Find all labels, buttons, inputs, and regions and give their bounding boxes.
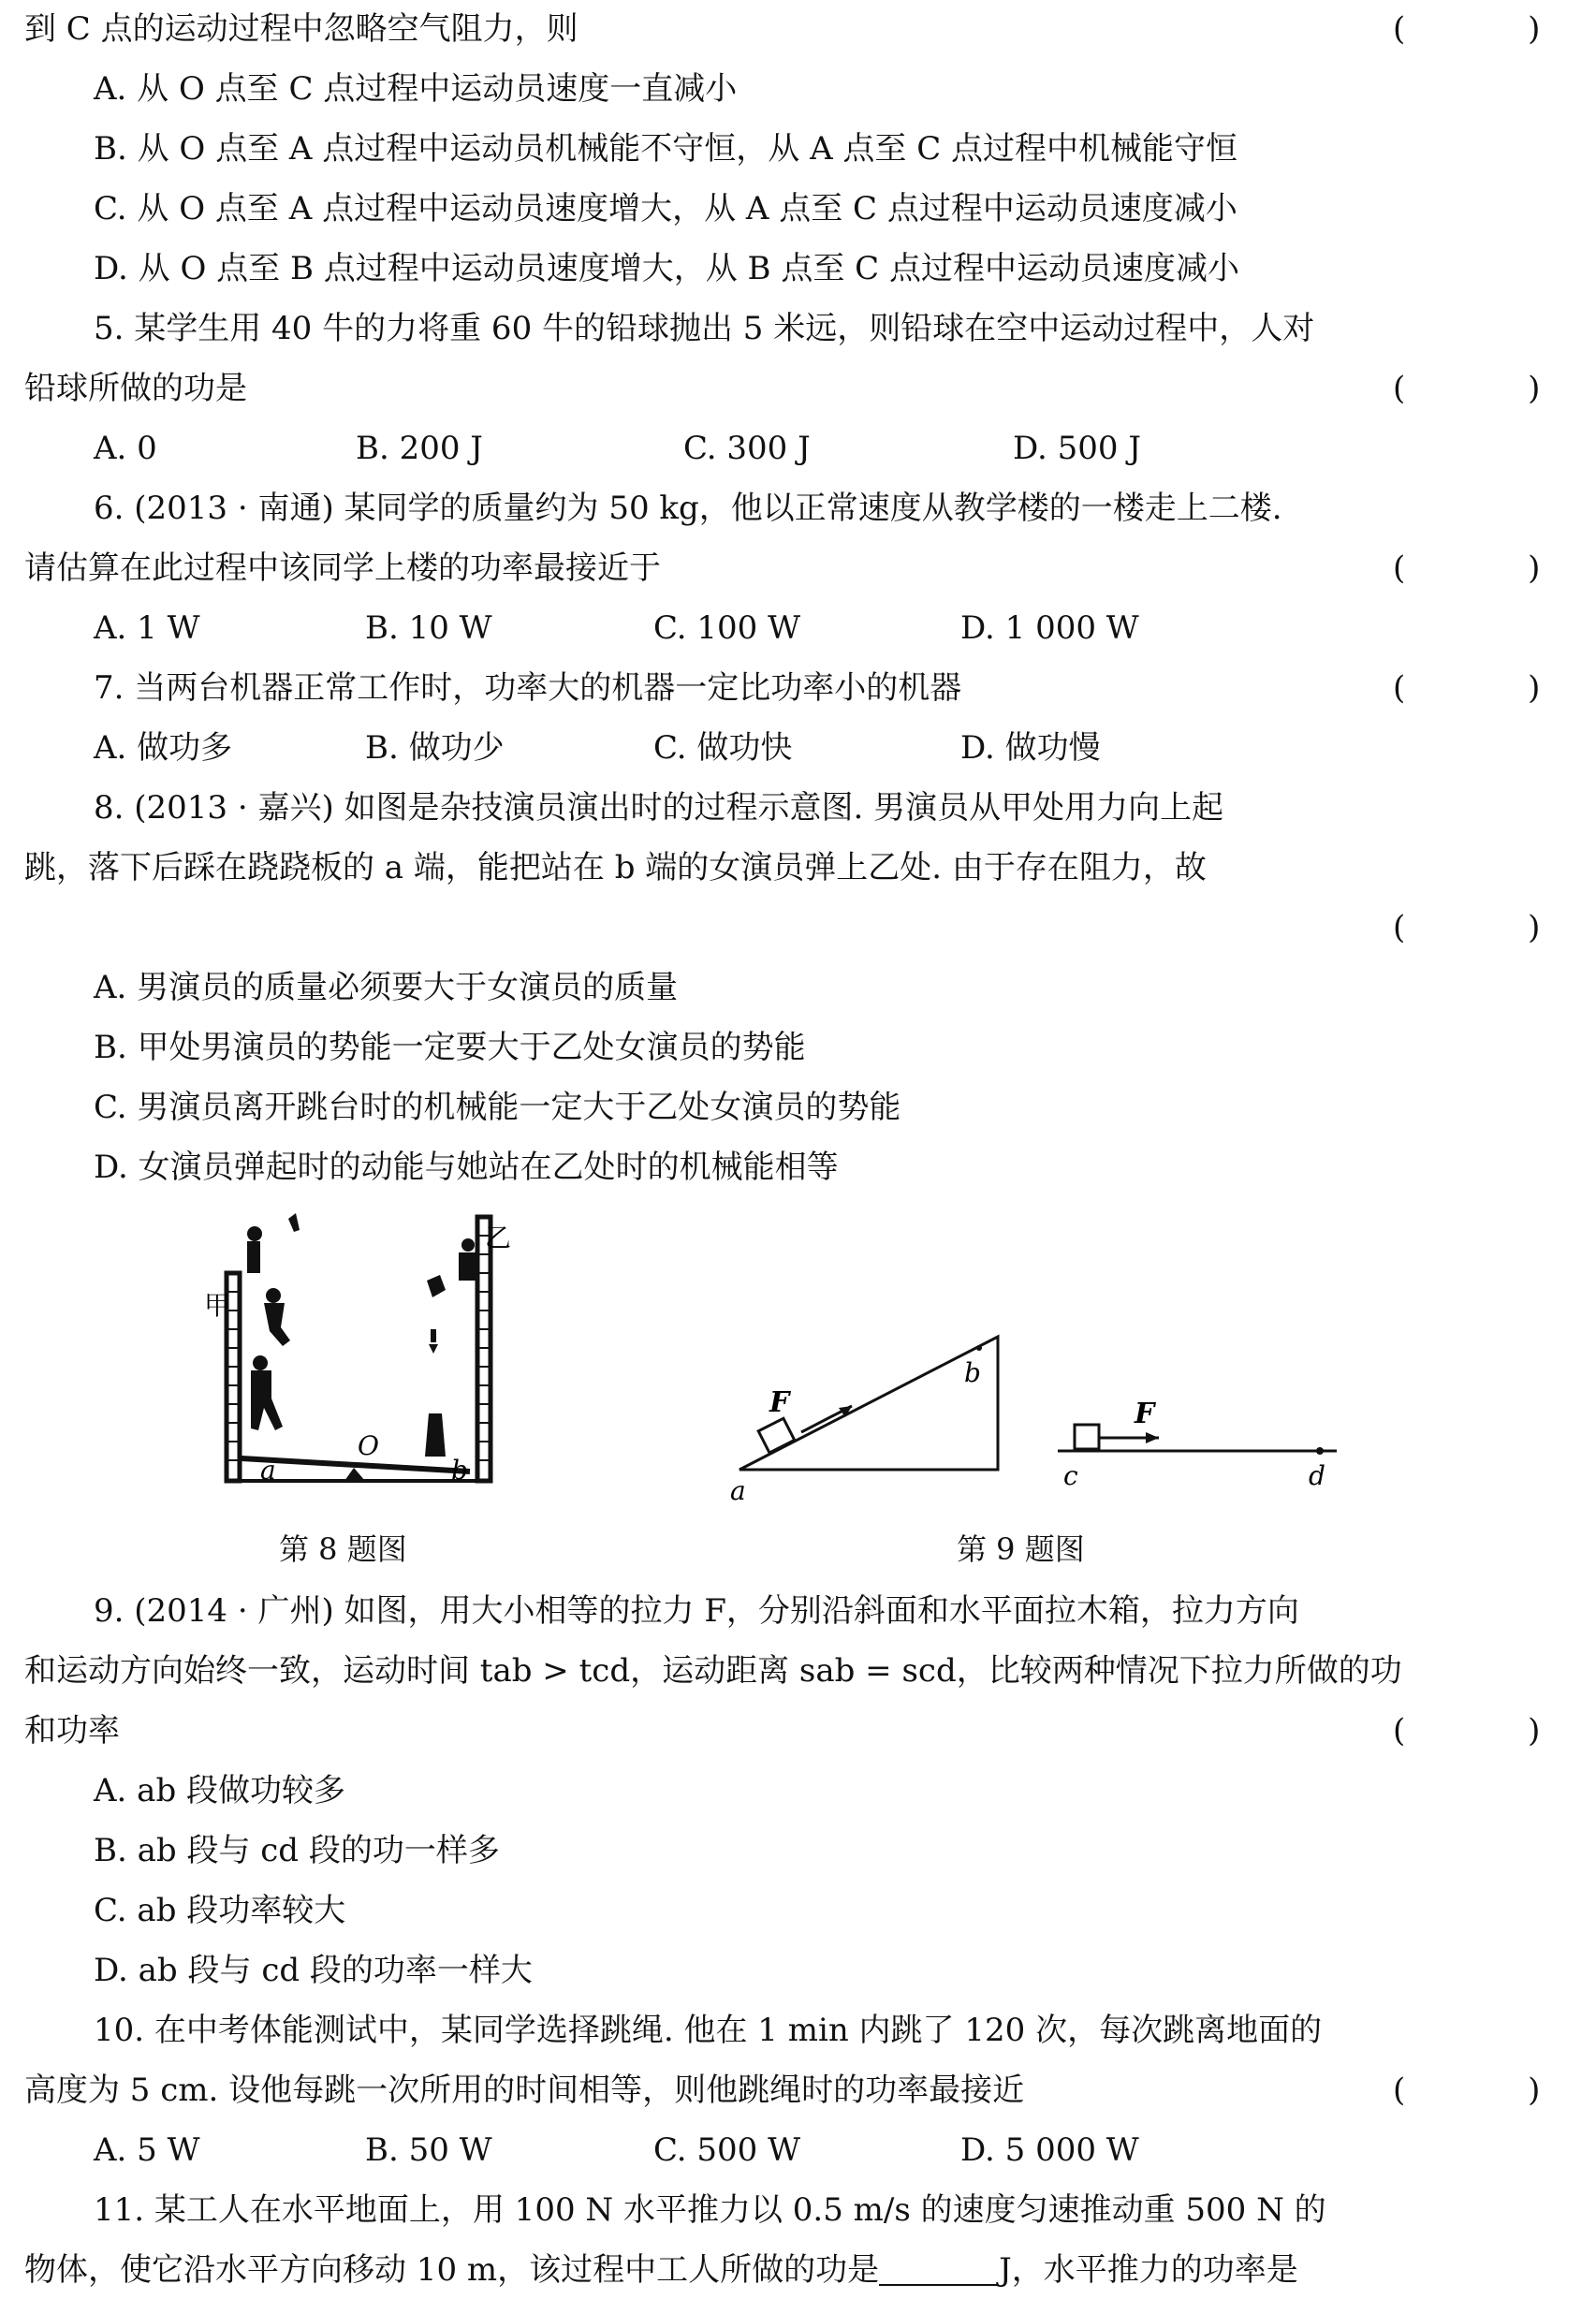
q10-stem-2: 高度为 5 cm. 设他每跳一次所用的时间相等，则他跳绳时的功率最接近 ( ) [0, 2061, 1533, 2119]
box-on-incline [758, 1418, 795, 1453]
q6-stem: 6. (2013 · 南通) 某同学的质量约为 50 kg，他以正常速度从教学楼的一楼走上二楼. [94, 490, 1282, 527]
q5-stem: 5. 某学生用 40 牛的力将重 60 牛的铅球抛出 5 米远，则铅球在空中运动过程中，人对 [94, 310, 1315, 347]
label-a: a [730, 1475, 746, 1506]
option-a: A. 5 W [94, 2131, 200, 2169]
option-d: D. 500 J [1013, 430, 1141, 467]
q11-stem-2: 物体，使它沿水平方向移动 10 m，该过程中工人所做的功是 J，水平推力的功率是 [0, 2241, 1533, 2299]
option-c: C. 做功快 [653, 729, 793, 767]
q9-option-c: C. ab 段功率较大 [94, 1892, 346, 1929]
option-b: B. 50 W [365, 2131, 492, 2169]
q8-paren-line [0, 899, 1596, 957]
answer-paren[interactable]: ( ) [1393, 10, 1596, 48]
answer-paren[interactable]: ( ) [1393, 909, 1596, 946]
q9-option-d: D. ab 段与 cd 段的功率一样大 [94, 1952, 533, 1989]
q9-option-a: A. ab 段做功较多 [94, 1772, 346, 1809]
q8-option-c: C. 男演员离开跳台时的机械能一定大于乙处女演员的势能 [94, 1089, 901, 1126]
option-a: A. 1 W [94, 609, 200, 647]
q9-stem-3: 和功率 ( ) [0, 1702, 1533, 1760]
q4-option-c: C. 从 O 点至 A 点过程中运动员速度增大，从 A 点至 C 点过程中运动员速度减小 [94, 190, 1237, 227]
option-c: C. 300 J [683, 430, 811, 467]
q5-stem-2: 铅球所做的功是 ( ) [0, 359, 1533, 417]
q4-option-b: B. 从 O 点至 A 点过程中运动员机械能不守恒，从 A 点至 C 点过程中机械能守恒 [94, 130, 1238, 168]
q8-option-d: D. 女演员弹起时的动能与她站在乙处时的机械能相等 [94, 1149, 839, 1186]
q4-option-d: D. 从 O 点至 B 点过程中运动员速度增大，从 B 点至 C 点过程中运动员速度减小 [94, 250, 1239, 287]
figure-8-caption: 第 8 题图 [279, 1531, 407, 1567]
figure-8-acrobat-diagram [206, 1208, 543, 1507]
answer-paren[interactable]: ( ) [1393, 1712, 1596, 1750]
option-b: B. 10 W [365, 609, 492, 647]
label-f1: F [769, 1386, 790, 1419]
label-f2: F [1135, 1398, 1155, 1430]
label-d: d [1309, 1460, 1325, 1491]
seesaw-pivot [344, 1468, 365, 1481]
q8-stem: 8. (2013 · 嘉兴) 如图是杂技演员演出时的过程示意图. 男演员从甲处用力向上起 [94, 789, 1224, 827]
answer-paren[interactable]: ( ) [1393, 370, 1596, 407]
option-c: C. 100 W [653, 609, 801, 647]
option-d: D. 做功慢 [960, 729, 1101, 767]
box-on-floor [1075, 1425, 1099, 1449]
label-jia: 甲 [204, 1290, 231, 1321]
q10-stem: 10. 在中考体能测试中，某同学选择跳绳. 他在 1 min 内跳了 120 次，每次跳离地面的 [94, 2012, 1323, 2049]
answer-paren[interactable]: ( ) [1393, 669, 1596, 707]
acrobat-silhouettes [247, 1213, 476, 1457]
q8-option-b: B. 甲处男演员的势能一定要大于乙处女演员的势能 [94, 1029, 806, 1066]
q7-options [0, 719, 1533, 777]
q11-stem: 11. 某工人在水平地面上，用 100 N 水平推力以 0.5 m/s 的速度匀速推动重 500 N 的 [94, 2191, 1326, 2229]
answer-paren[interactable]: ( ) [1393, 549, 1596, 587]
q10-options [0, 2121, 1533, 2179]
option-c: C. 500 W [653, 2131, 801, 2169]
fill-blank[interactable] [879, 2247, 999, 2286]
option-b: B. 做功少 [365, 729, 505, 767]
label-b: b [451, 1455, 468, 1486]
q4-stem-tail: 到 C 点的运动过程中忽略空气阻力，则 ( ) [0, 0, 1533, 58]
q4-option-a: A. 从 O 点至 C 点过程中运动员速度一直减小 [94, 70, 738, 108]
label-a: a [260, 1455, 276, 1486]
label-yi: 乙 [485, 1223, 512, 1253]
q8-stem-2: 跳，落下后踩在跷跷板的 a 端，能把站在 b 端的女演员弹上乙处. 由于存在阻力，故 [24, 849, 1207, 886]
q5-options [0, 419, 1533, 477]
q9-stem: 9. (2014 · 广州) 如图，用大小相等的拉力 F，分别沿斜面和水平面拉木箱，拉力方向 [94, 1592, 1299, 1630]
q7-stem: 7. 当两台机器正常工作时，功率大的机器一定比功率小的机器 ( ) [0, 659, 1533, 717]
label-b: b [964, 1357, 981, 1388]
figure-9-incline-diagram [721, 1320, 1376, 1507]
q9-option-b: B. ab 段与 cd 段的功一样多 [94, 1832, 500, 1869]
option-a: A. 做功多 [94, 729, 233, 767]
label-c: c [1063, 1460, 1078, 1491]
figure-9-caption: 第 9 题图 [957, 1531, 1085, 1567]
q6-stem-2: 请估算在此过程中该同学上楼的功率最接近于 ( ) [0, 539, 1533, 597]
option-d: D. 5 000 W [960, 2131, 1139, 2169]
label-o: O [358, 1430, 379, 1461]
option-b: B. 200 J [356, 430, 483, 467]
option-d: D. 1 000 W [960, 609, 1139, 647]
answer-paren[interactable]: ( ) [1393, 2072, 1596, 2109]
q8-option-a: A. 男演员的质量必须要大于女演员的质量 [94, 969, 679, 1006]
q6-options [0, 599, 1533, 657]
q9-stem-2: 和运动方向始终一致，运动时间 tab > tcd，运动距离 sab = scd，比较两种情况下拉力所做的功 [24, 1652, 1402, 1690]
option-a: A. 0 [94, 430, 157, 467]
